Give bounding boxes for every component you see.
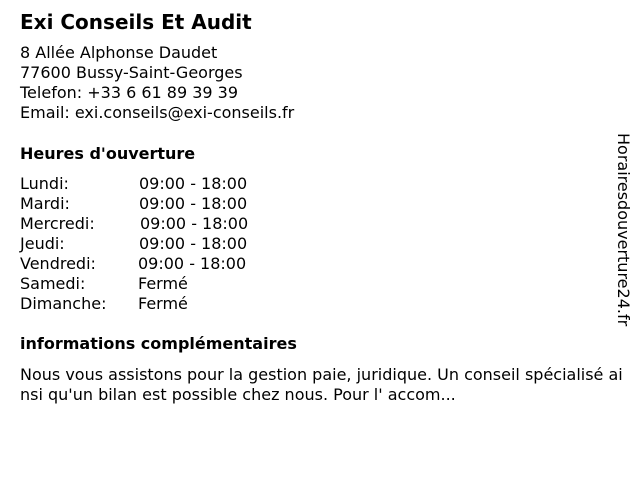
time-value: 09:00 - 18:00 bbox=[139, 234, 248, 253]
contact-block bbox=[20, 43, 294, 123]
hours-row-monday bbox=[20, 174, 320, 194]
time-value: 09:00 - 18:00 bbox=[139, 174, 248, 193]
hours-row-thursday bbox=[20, 234, 320, 254]
day-label: Dimanche: bbox=[20, 294, 107, 313]
hours-row-sunday bbox=[20, 294, 320, 314]
hours-heading: Heures d'ouverture bbox=[20, 144, 196, 163]
time-value: Fermé bbox=[138, 294, 188, 313]
business-name: Exi Conseils Et Audit bbox=[20, 10, 252, 34]
site-watermark: Horairesdouverture24.fr bbox=[614, 133, 633, 327]
time-value: 09:00 - 18:00 bbox=[139, 194, 248, 213]
email-address: Email: exi.conseils@exi-conseils.fr bbox=[20, 103, 295, 122]
phone-number: Telefon: +33 6 61 89 39 39 bbox=[20, 83, 239, 102]
hours-row-friday bbox=[20, 254, 320, 274]
hours-row-wednesday bbox=[20, 214, 320, 234]
address-line-street: 8 Allée Alphonse Daudet bbox=[20, 43, 218, 62]
hours-row-tuesday bbox=[20, 194, 320, 214]
opening-hours-list bbox=[20, 174, 320, 314]
day-label: Lundi: bbox=[20, 174, 69, 193]
day-label: Samedi: bbox=[20, 274, 86, 293]
time-value: Fermé bbox=[138, 274, 188, 293]
time-value: 09:00 - 18:00 bbox=[138, 254, 247, 273]
day-label: Mercredi: bbox=[20, 214, 95, 233]
day-label: Mardi: bbox=[20, 194, 70, 213]
time-value: 09:00 - 18:00 bbox=[140, 214, 249, 233]
business-description: Nous vous assistons pour la gestion paie, juridique. Un conseil spécialisé ainsi qu'un bilan est possible chez nous. Pour l' accom... bbox=[20, 365, 623, 404]
day-label: Jeudi: bbox=[20, 234, 65, 253]
day-label: Vendredi: bbox=[20, 254, 96, 273]
address-line-city: 77600 Bussy-Saint-Georges bbox=[20, 63, 243, 82]
info-heading: informations complémentaires bbox=[20, 334, 297, 353]
hours-row-saturday bbox=[20, 274, 320, 294]
